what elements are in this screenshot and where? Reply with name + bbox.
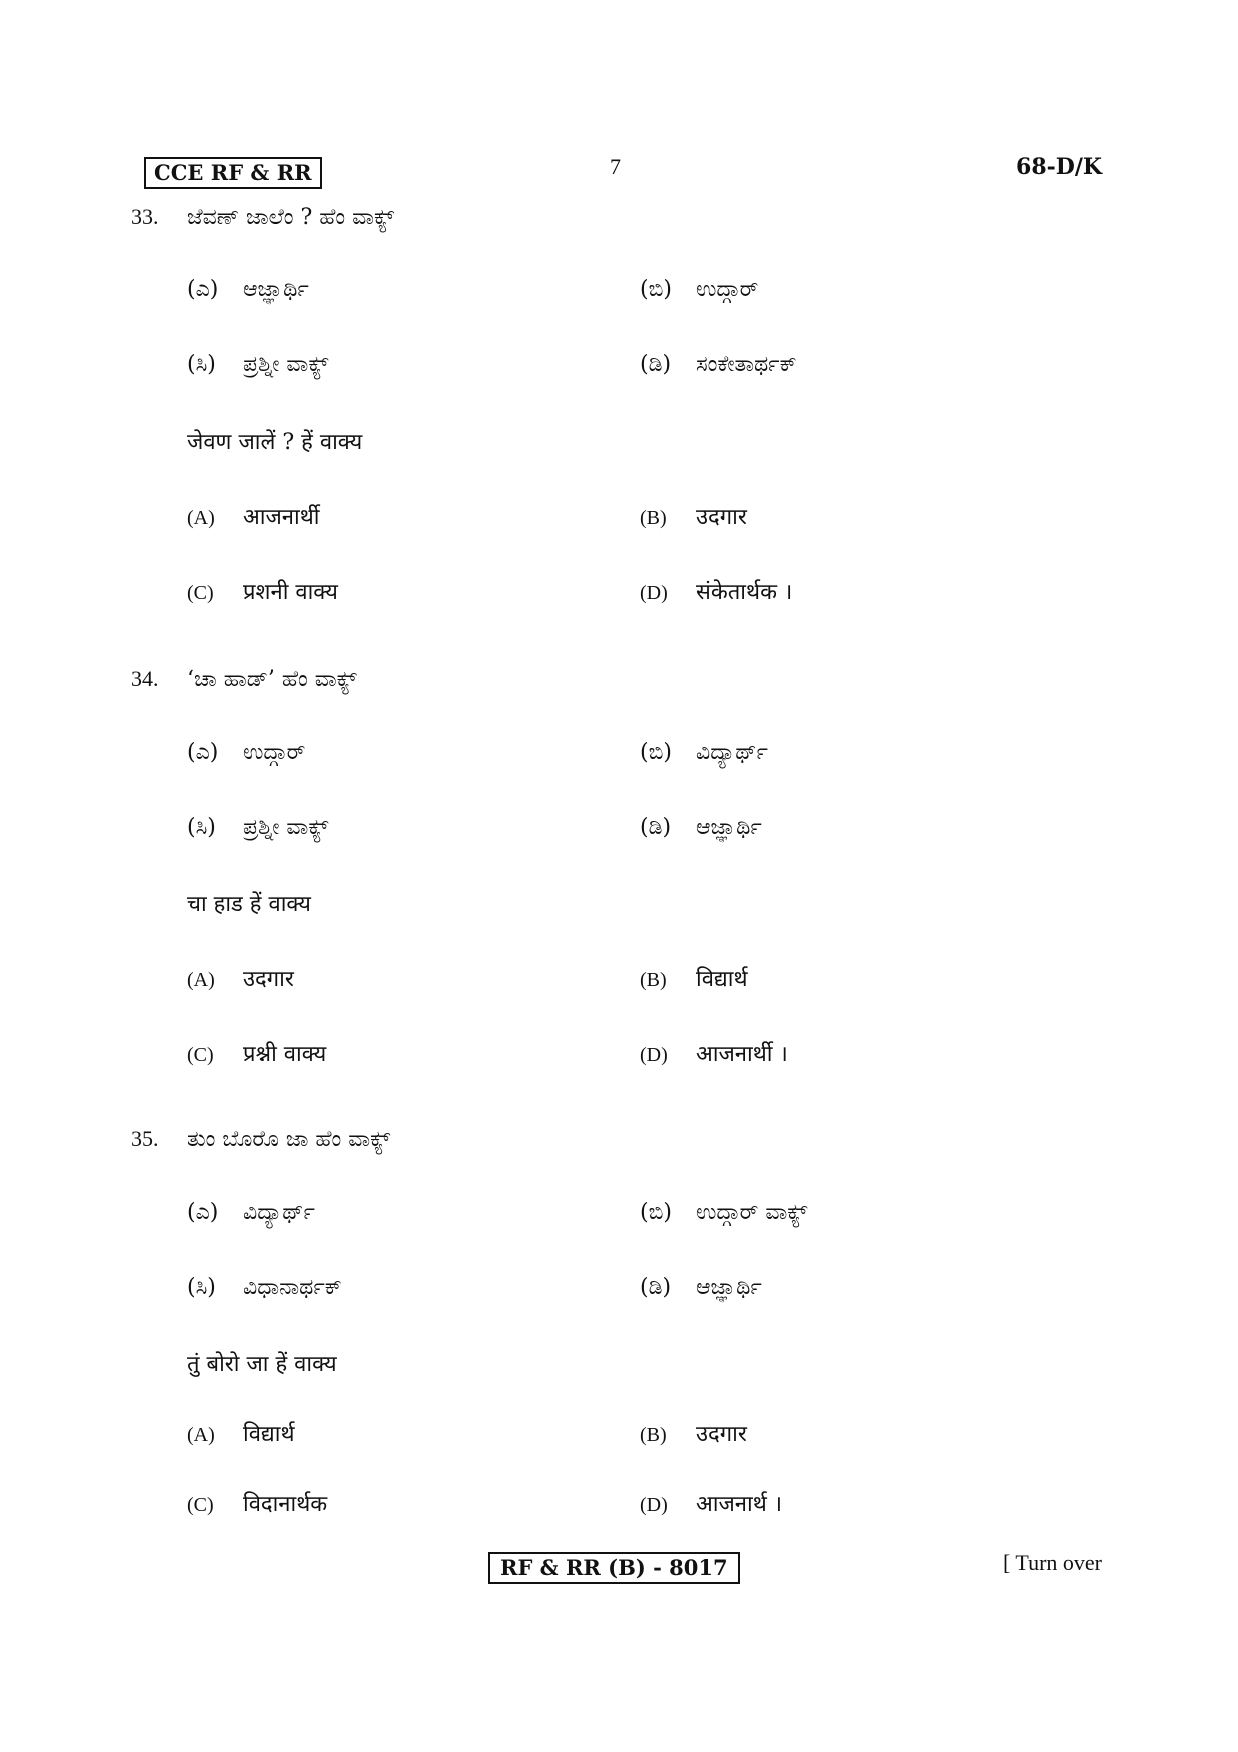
option-key: (ಸಿ) [187, 815, 216, 840]
option-key: (A) [187, 1424, 215, 1446]
option-b [640, 1420, 747, 1450]
question-stem-devanagari: तुं बोरो जा हें वाक्य [187, 1352, 337, 1377]
option-kannada-b [640, 1198, 807, 1228]
option-text: उदगार [696, 505, 747, 530]
option-text: संकेतार्थक । [696, 580, 793, 605]
option-key: (ಎ) [187, 277, 219, 302]
option-key: (ಸಿ) [187, 352, 216, 377]
option-c [187, 578, 338, 608]
question-stem-devanagari: चा हाड हें वाक्य [187, 892, 311, 917]
option-key: (ಸಿ) [187, 1275, 216, 1300]
option-key: (D) [640, 582, 668, 604]
footer-paper-code: RF & RR (B) - 8017 [488, 1552, 740, 1584]
question-text: ‘ಚಾ ಹಾಡ್’ ಹೆಂ ವಾಕ್ಯ್ [187, 667, 357, 692]
option-kannada-b [640, 738, 768, 768]
option-text: आजनार्थी । [696, 1042, 788, 1067]
option-text: ವಿದ್ಯಾರ್ಥ್ [243, 1200, 315, 1225]
option-key: (D) [640, 1044, 668, 1066]
question-stem-kannada [131, 1124, 390, 1155]
option-key: (B) [640, 507, 667, 529]
option-key: (ಎ) [187, 1200, 219, 1225]
paper-code: 68-D/K [1016, 154, 1102, 180]
option-b [640, 965, 748, 995]
option-c [187, 1040, 326, 1070]
option-text: विद्यार्थ [243, 1422, 295, 1447]
header-exam-label: CCE RF & RR [144, 157, 322, 189]
option-text: विदानार्थक [243, 1492, 328, 1517]
option-text: ವಿಧಾನಾರ್ಥಕ್ [243, 1275, 342, 1300]
question-stem-kannada [131, 202, 394, 233]
option-key: (C) [187, 1044, 214, 1066]
option-a [187, 1420, 295, 1450]
option-kannada-b [640, 275, 758, 305]
option-text: ಪ್ರಶ್ನೀ ವಾಕ್ಯ್ [243, 352, 329, 377]
option-key: (B) [640, 969, 667, 991]
option-key: (A) [187, 969, 215, 991]
option-key: (ಬಿ) [640, 277, 672, 302]
option-text: ಸಂಕೇತಾರ್ಥಕ್ [696, 352, 797, 377]
option-text: ಆಜ್ಞಾರ್ಥಿ [243, 277, 309, 302]
option-key: (ಎ) [187, 740, 219, 765]
option-a [187, 965, 294, 995]
option-kannada-a [187, 738, 305, 768]
option-a [187, 503, 319, 533]
option-text: उदगार [243, 967, 294, 992]
option-text: आजनार्थ । [696, 1492, 783, 1517]
option-key: (ಬಿ) [640, 1200, 672, 1225]
option-kannada-a [187, 275, 309, 305]
option-text: विद्यार्थ [696, 967, 748, 992]
option-key: (A) [187, 507, 215, 529]
option-kannada-d [640, 1273, 762, 1303]
option-d [640, 1040, 788, 1070]
option-kannada-d [640, 813, 762, 843]
option-d [640, 578, 792, 608]
option-text: आजनार्थी [243, 505, 320, 530]
option-key: (ಡಿ) [640, 1275, 672, 1300]
option-key: (ಬಿ) [640, 740, 672, 765]
option-b [640, 503, 747, 533]
question-number: 35. [131, 1126, 159, 1151]
option-text: ಪ್ರಶ್ನೀ ವಾಕ್ಯ್ [243, 815, 329, 840]
option-key: (D) [640, 1494, 668, 1516]
question-text: ಜೆವಣ್ ಜಾಲೆಂ ? ಹೆಂ ವಾಕ್ಯ್ [187, 205, 395, 230]
option-text: ಉದ್ಗಾರ್ [696, 277, 759, 302]
page-number: 7 [610, 154, 621, 179]
option-text: उदगार [696, 1422, 747, 1447]
option-text: ವಿದ್ಯಾರ್ಥ್ [696, 740, 768, 765]
option-c [187, 1490, 327, 1520]
option-text: प्रश्नी वाक्य [243, 1042, 327, 1067]
option-key: (C) [187, 582, 214, 604]
question-number: 34. [131, 666, 159, 691]
option-text: ಉದ್ಗಾರ್ ವಾಕ್ಯ್ [696, 1200, 808, 1225]
option-key: (C) [187, 1494, 214, 1516]
question-stem-devanagari: जेवण जालें ? हें वाक्य [187, 430, 363, 455]
option-text: ಆಜ್ಞಾರ್ಥಿ [696, 815, 762, 840]
option-kannada-c [187, 813, 328, 843]
option-kannada-d [640, 350, 797, 380]
question-stem-kannada [131, 664, 357, 695]
option-kannada-c [187, 1273, 342, 1303]
option-key: (ಡಿ) [640, 815, 672, 840]
option-key: (B) [640, 1424, 667, 1446]
option-text: ಆಜ್ಞಾರ್ಥಿ [696, 1275, 762, 1300]
question-text: ತುಂ ಬೊರೊ ಜಾ ಹೆಂ ವಾಕ್ಯ್ [187, 1127, 391, 1152]
option-d [640, 1490, 782, 1520]
question-number: 33. [131, 204, 159, 229]
option-kannada-a [187, 1198, 315, 1228]
option-text: प्रशनी वाक्य [243, 580, 338, 605]
option-kannada-c [187, 350, 328, 380]
turn-over-note: [ Turn over [1002, 1550, 1102, 1575]
option-text: ಉದ್ಗಾರ್ [243, 740, 306, 765]
option-key: (ಡಿ) [640, 352, 672, 377]
